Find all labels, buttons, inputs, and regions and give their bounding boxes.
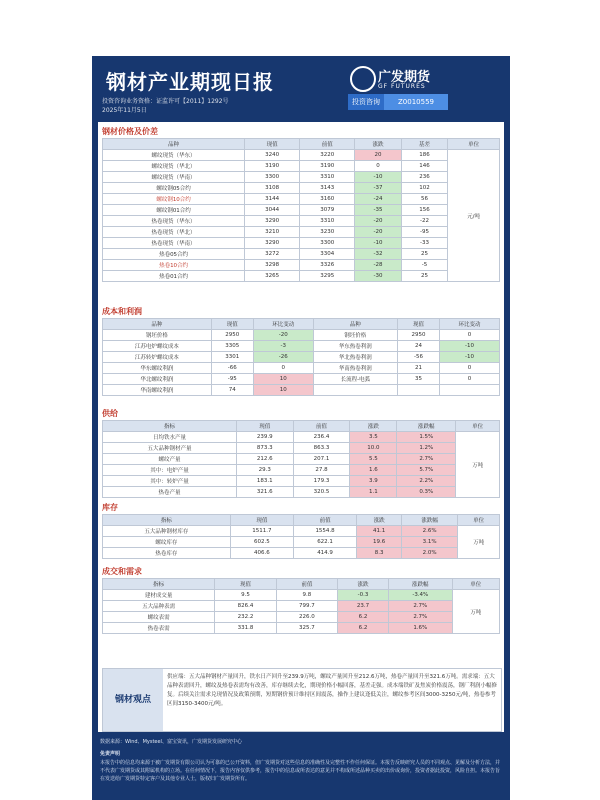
table-cell: 24 (397, 341, 439, 352)
table-cell: 3265 (245, 271, 300, 282)
table-row (103, 623, 500, 634)
table-cell: 0 (440, 330, 500, 341)
table-row (103, 590, 500, 601)
table-cell: 3144 (245, 194, 300, 205)
table-cell: 3190 (245, 161, 300, 172)
table-row (103, 341, 500, 352)
demand-table (102, 578, 500, 634)
table-row (103, 227, 500, 238)
table-header-cell: 涨跌 (355, 139, 401, 150)
table-cell: 3160 (300, 194, 355, 205)
table-row (103, 612, 500, 623)
table-cell: -20 (253, 330, 313, 341)
table-cell: 1511.7 (230, 526, 293, 537)
table-cell: 螺纹钢01合约 (103, 205, 245, 216)
table-cell: 3079 (300, 205, 355, 216)
table-cell: 0 (355, 161, 401, 172)
table-cell: -66 (211, 363, 253, 374)
table-cell: 江苏电炉螺纹成本 (103, 341, 212, 352)
table-cell: 3326 (300, 260, 355, 271)
table-header-cell: 现值 (230, 515, 293, 526)
table-cell: 56 (401, 194, 447, 205)
table-cell: 华北螺纹利润 (103, 374, 212, 385)
logo-name: 广发期货 (378, 70, 431, 85)
table-cell: -32 (355, 249, 401, 260)
table-header-cell: 品种 (103, 319, 212, 330)
table-cell: 186 (401, 150, 447, 161)
table-cell: 3240 (245, 150, 300, 161)
table-cell: 1.5% (397, 432, 456, 443)
table-cell: -56 (397, 352, 439, 363)
permit-badge (348, 94, 448, 110)
table-header-cell: 涨跌幅 (389, 579, 453, 590)
viewpoint-label: 钢材观点 (103, 669, 163, 731)
table-row (103, 216, 500, 227)
table-header-cell: 前值 (276, 579, 337, 590)
table-cell: 21 (397, 363, 439, 374)
table-cell: 热卷产量 (103, 487, 237, 498)
permit-label: 投资咨询 (348, 94, 384, 110)
table-cell: 螺纹产量 (103, 454, 237, 465)
table-cell: 20 (355, 150, 401, 161)
table-cell: 207.1 (293, 454, 350, 465)
table-header-cell: 前值 (300, 139, 355, 150)
table-cell: 螺纹钢10合约 (103, 194, 245, 205)
table-cell: -0.3 (338, 590, 389, 601)
table-cell: 螺纹钢05合约 (103, 183, 245, 194)
license-line: 投资咨询业务资格：证监许可【2011】1292号 (102, 98, 229, 105)
table-cell: 29.3 (236, 465, 293, 476)
section-title-demand: 成交和需求 (102, 567, 142, 576)
table-cell: 35 (397, 374, 439, 385)
table-cell: 钢坯价格 (313, 330, 397, 341)
table-cell: 414.9 (293, 548, 356, 559)
table-header-cell: 现值 (245, 139, 300, 150)
table-cell: 3.9 (350, 476, 397, 487)
table-cell: -95 (401, 227, 447, 238)
table-row (103, 238, 500, 249)
table-cell: 3300 (300, 238, 355, 249)
table-cell: 1554.8 (293, 526, 356, 537)
table-cell: 23.7 (338, 601, 389, 612)
table-cell: 3230 (300, 227, 355, 238)
table-header-cell: 指标 (103, 421, 237, 432)
table-header-cell: 单位 (456, 421, 500, 432)
table-row (103, 526, 500, 537)
table-cell: 热卷库存 (103, 548, 231, 559)
table-header-cell: 涨跌幅 (397, 421, 456, 432)
table-cell: 3210 (245, 227, 300, 238)
table-cell: -10 (440, 352, 500, 363)
table-header-cell: 现值 (211, 319, 253, 330)
table-row (103, 465, 500, 476)
table-cell: 212.6 (236, 454, 293, 465)
table-cell: 3310 (300, 216, 355, 227)
table-cell: 10 (253, 374, 313, 385)
table-cell: 331.8 (215, 623, 276, 634)
table-header-cell: 品种 (313, 319, 397, 330)
table-row (103, 363, 500, 374)
table-cell: 热卷01合约 (103, 271, 245, 282)
table-row (103, 454, 500, 465)
table-row (103, 432, 500, 443)
table-row (103, 271, 500, 282)
section-title-supply: 供给 (102, 409, 118, 418)
table-header-cell: 涨跌 (357, 515, 402, 526)
table-cell: -3.4% (389, 590, 453, 601)
table-cell: -20 (355, 216, 401, 227)
table-cell: 873.3 (236, 443, 293, 454)
table-cell: 3290 (245, 216, 300, 227)
table-header-cell: 涨跌 (350, 421, 397, 432)
table-cell: 179.3 (293, 476, 350, 487)
unit-cell: 万吨 (456, 432, 500, 498)
viewpoint-box (102, 668, 502, 732)
table-cell: 5.7% (397, 465, 456, 476)
table-row (103, 537, 500, 548)
table-cell: 钢坯价格 (103, 330, 212, 341)
table-cell: 3.5 (350, 432, 397, 443)
table-cell: 华南热卷利润 (313, 363, 397, 374)
table-cell: 1.1 (350, 487, 397, 498)
table-cell: 热卷现货（华东） (103, 216, 245, 227)
table-row (103, 385, 500, 396)
table-header-cell: 涨跌幅 (402, 515, 458, 526)
table-cell: 3044 (245, 205, 300, 216)
table-cell: 102 (401, 183, 447, 194)
table-cell: 五大品种钢材产量 (103, 443, 237, 454)
price-table (102, 138, 500, 282)
table-row (103, 374, 500, 385)
table-row (103, 476, 500, 487)
table-row (103, 161, 500, 172)
table-row (103, 548, 500, 559)
table-cell: 602.5 (230, 537, 293, 548)
table-cell: 226.0 (276, 612, 337, 623)
report-header (92, 56, 510, 118)
table-cell: 长流程-电弧 (313, 374, 397, 385)
table-header-cell: 前值 (293, 515, 356, 526)
table-cell: 406.6 (230, 548, 293, 559)
table-cell: 3298 (245, 260, 300, 271)
table-cell: 2.6% (402, 526, 458, 537)
table-cell: 41.1 (357, 526, 402, 537)
table-cell: 2950 (211, 330, 253, 341)
table-cell: 热卷现货（华北） (103, 227, 245, 238)
section-title-inventory: 库存 (102, 503, 118, 512)
table-cell: 27.8 (293, 465, 350, 476)
table-cell: 3301 (211, 352, 253, 363)
table-cell: 3305 (211, 341, 253, 352)
data-source: 数据来源：Wind、Mysteel、富宝资讯，广发期货发展研究中心 (100, 739, 242, 745)
table-header-cell: 涨跌 (338, 579, 389, 590)
table-header-cell: 环比变动 (440, 319, 500, 330)
table-cell: 3.1% (402, 537, 458, 548)
table-cell: 236 (401, 172, 447, 183)
table-cell: 其中：电炉产量 (103, 465, 237, 476)
table-cell: 其中：转炉产量 (103, 476, 237, 487)
table-cell: -10 (440, 341, 500, 352)
table-cell (440, 385, 500, 396)
table-header-cell: 指标 (103, 579, 215, 590)
section-title-cost: 成本和利润 (102, 307, 142, 316)
table-cell: 建材成交量 (103, 590, 215, 601)
table-cell: -35 (355, 205, 401, 216)
table-cell: 螺纹现货（华南） (103, 172, 245, 183)
table-header-cell: 单位 (452, 579, 499, 590)
table-cell: 3304 (300, 249, 355, 260)
table-header-cell: 现值 (215, 579, 276, 590)
table-cell: 五大品种表需 (103, 601, 215, 612)
table-cell: 1.6 (350, 465, 397, 476)
table-cell: 239.9 (236, 432, 293, 443)
table-header-row (103, 139, 500, 150)
table-cell: -37 (355, 183, 401, 194)
table-cell: 2950 (397, 330, 439, 341)
table-cell: -95 (211, 374, 253, 385)
table-header-cell: 前值 (293, 421, 350, 432)
table-cell: 146 (401, 161, 447, 172)
table-cell: -10 (355, 238, 401, 249)
table-cell: 热卷现货（华南） (103, 238, 245, 249)
table-cell: 华东热卷利润 (313, 341, 397, 352)
table-row (103, 172, 500, 183)
table-cell: 5.5 (350, 454, 397, 465)
table-cell: 8.3 (357, 548, 402, 559)
table-cell: 622.1 (293, 537, 356, 548)
unit-cell: 万吨 (458, 526, 500, 559)
table-cell (397, 385, 439, 396)
table-header-cell: 基差 (401, 139, 447, 150)
table-cell: 2.0% (402, 548, 458, 559)
table-cell: 3290 (245, 238, 300, 249)
table-header-cell: 指标 (103, 515, 231, 526)
table-cell: 热卷10合约 (103, 260, 245, 271)
table-cell: 9.8 (276, 590, 337, 601)
table-cell: 156 (401, 205, 447, 216)
disclaimer-title: 免责声明 (100, 751, 121, 757)
table-header-cell: 品种 (103, 139, 245, 150)
table-header-cell: 现值 (397, 319, 439, 330)
table-cell: 五大品种钢材库存 (103, 526, 231, 537)
supply-table (102, 420, 500, 498)
table-cell: 799.7 (276, 601, 337, 612)
report-body (98, 122, 504, 732)
table-cell: 0 (440, 363, 500, 374)
table-cell: 3220 (300, 150, 355, 161)
report-page (92, 56, 510, 800)
table-cell: 螺纹现货（华北） (103, 161, 245, 172)
table-row (103, 601, 500, 612)
table-cell: 2.7% (389, 601, 453, 612)
table-row (103, 487, 500, 498)
logo-english: GF FUTURES (378, 83, 426, 90)
report-title: 钢材产业期现日报 (106, 70, 274, 94)
table-cell: 325.7 (276, 623, 337, 634)
permit-number: Z0010559 (384, 94, 448, 110)
report-date: 2025年11月5日 (102, 107, 147, 114)
unit-cell: 元/吨 (448, 150, 500, 282)
table-cell: 螺纹现货（华东） (103, 150, 245, 161)
table-row (103, 205, 500, 216)
table-cell: -10 (355, 172, 401, 183)
table-cell: 826.4 (215, 601, 276, 612)
logo-icon (350, 66, 376, 92)
company-logo (350, 64, 470, 94)
disclaimer-text: 本报告中的信息均来源于被广发期货有限公司认为可靠的已公开资料，但广发期货对这些信息的准确性及完整性不作任何保证。本报告反映研究人员的不同观点、见解及分析方法，并不代表广发期货或其附属机构的立场。在任何情况下，报告内容仅供参考，报告中的信息或所表达的意见并不构成所述品种买卖的出价或询价，投资者据此投资，风险自担。本报告旨在发送给广发期货特定客户及其他专业人士，版权归广发期货所有。 (100, 760, 501, 782)
table-cell: -20 (355, 227, 401, 238)
table-cell: -24 (355, 194, 401, 205)
table-cell: 3190 (300, 161, 355, 172)
table-header-row (103, 579, 500, 590)
table-header-cell: 单位 (448, 139, 500, 150)
table-cell: 日均铁水产量 (103, 432, 237, 443)
table-cell: 热卷05合约 (103, 249, 245, 260)
table-cell: 321.6 (236, 487, 293, 498)
table-cell: 25 (401, 249, 447, 260)
table-cell: 0 (253, 363, 313, 374)
table-header-cell: 现值 (236, 421, 293, 432)
table-cell: -5 (401, 260, 447, 271)
table-cell: 2.7% (397, 454, 456, 465)
table-cell: 25 (401, 271, 447, 282)
table-cell: 6.2 (338, 612, 389, 623)
table-cell: 3310 (300, 172, 355, 183)
table-cell: -26 (253, 352, 313, 363)
table-cell: 0.3% (397, 487, 456, 498)
table-cell: 螺纹表需 (103, 612, 215, 623)
table-header-row (103, 515, 500, 526)
table-row (103, 183, 500, 194)
table-cell: 10 (253, 385, 313, 396)
table-header-cell: 单位 (458, 515, 500, 526)
table-cell: 10.0 (350, 443, 397, 454)
table-cell: -30 (355, 271, 401, 282)
table-row (103, 249, 500, 260)
table-header-cell: 环比变动 (253, 319, 313, 330)
table-cell: 3272 (245, 249, 300, 260)
table-cell: 1.6% (389, 623, 453, 634)
table-cell: -22 (401, 216, 447, 227)
table-cell (313, 385, 397, 396)
table-cell: 19.6 (357, 537, 402, 548)
table-row (103, 150, 500, 161)
table-cell: 江苏转炉螺纹成本 (103, 352, 212, 363)
section-title-price: 钢材价格及价差 (102, 127, 158, 136)
table-cell: 863.3 (293, 443, 350, 454)
table-cell: 热卷表需 (103, 623, 215, 634)
table-cell: 华南螺纹利润 (103, 385, 212, 396)
table-cell: 232.2 (215, 612, 276, 623)
table-row (103, 194, 500, 205)
cost-table (102, 318, 500, 396)
table-row (103, 260, 500, 271)
table-cell: 3143 (300, 183, 355, 194)
table-cell: 6.2 (338, 623, 389, 634)
table-cell: 1.2% (397, 443, 456, 454)
table-row (103, 330, 500, 341)
table-header-row (103, 421, 500, 432)
table-cell: 3108 (245, 183, 300, 194)
table-cell: 0 (440, 374, 500, 385)
table-cell: 3300 (245, 172, 300, 183)
table-cell: 183.1 (236, 476, 293, 487)
table-cell: -3 (253, 341, 313, 352)
table-cell: 2.7% (389, 612, 453, 623)
table-row (103, 352, 500, 363)
table-cell: 2.2% (397, 476, 456, 487)
table-cell: 3295 (300, 271, 355, 282)
table-cell: 74 (211, 385, 253, 396)
table-cell: 螺纹库存 (103, 537, 231, 548)
table-cell: -28 (355, 260, 401, 271)
table-cell: 236.4 (293, 432, 350, 443)
table-cell: 320.5 (293, 487, 350, 498)
viewpoint-text: 供应端：五大品种钢材产量回升，铁水日产回升至239.9万吨，螺纹产量回升至212.6万吨，热卷产量回升至321.6万吨。需求端：五大品种表需回升，螺纹及热卷表需均有改善，库存继续去化，期现价格小幅回落，基差走强。成本端铁矿及焦炭价格震荡，钢厂利润小幅修复。后续关注需求兑现情况及政策预期，短期钢价预计维持区间震荡，操作上建议逢低关注，螺纹参考区间3000-3250元/吨，热卷参考区间3150-3400元/吨。 (167, 674, 498, 707)
inventory-table (102, 514, 500, 559)
table-cell: 华东螺纹利润 (103, 363, 212, 374)
table-cell: 华北热卷利润 (313, 352, 397, 363)
table-row (103, 443, 500, 454)
table-cell: -33 (401, 238, 447, 249)
table-header-row (103, 319, 500, 330)
table-cell: 9.5 (215, 590, 276, 601)
unit-cell: 万吨 (452, 590, 499, 634)
